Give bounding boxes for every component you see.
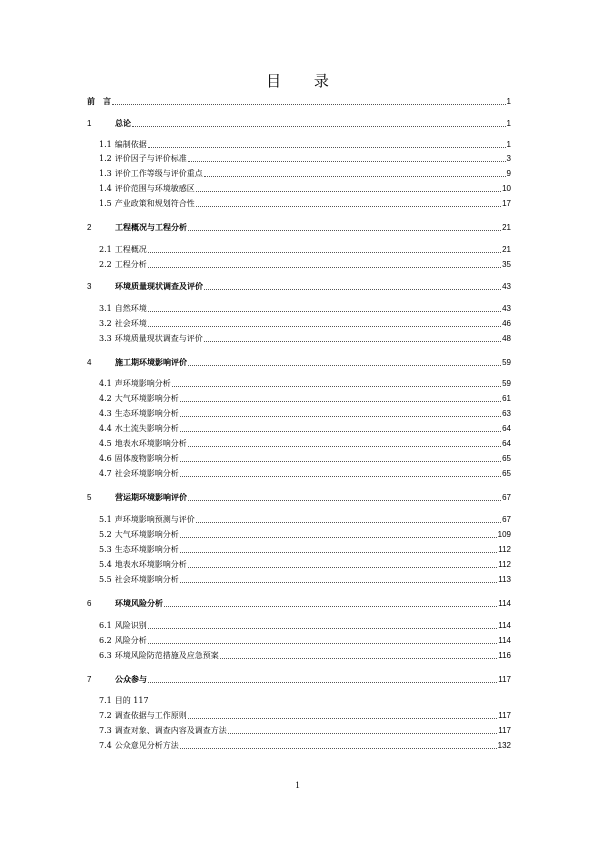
toc-entry[interactable] (99, 511, 511, 525)
toc-entry-title: 总论 (115, 119, 131, 128)
toc-entry-title: 固体废物影响分析 (114, 454, 179, 463)
toc-entry-number: 1.4 (99, 184, 112, 193)
toc-entry-title: 工程概况与工程分析 (115, 223, 187, 232)
toc-entry[interactable] (99, 375, 511, 389)
toc-entry-number: 5 (87, 493, 92, 502)
toc-entry-title: 地表水环境影响分析 (114, 439, 187, 448)
toc-entry[interactable] (99, 330, 511, 344)
dot-leader (196, 522, 501, 523)
toc-entry-page: 117 (498, 711, 511, 720)
toc-entry-page: 67 (502, 493, 511, 502)
toc-entry-number: 1.3 (99, 169, 112, 178)
toc-entry-number: 6.3 (99, 651, 112, 660)
toc-entry-page: 46 (502, 319, 511, 328)
toc-title: 目 录 (266, 72, 343, 90)
toc-entry-number: 3.3 (99, 334, 112, 343)
toc-entry-number: 2.2 (99, 260, 112, 269)
toc-entry-title: 前 言 (87, 97, 111, 106)
toc-entry-title: 环境质量现状调查及评价 (115, 282, 203, 291)
toc-entry[interactable] (99, 165, 511, 179)
toc-entry[interactable] (99, 707, 511, 721)
dot-leader (196, 191, 501, 192)
dot-leader (180, 582, 498, 583)
dot-leader (180, 431, 501, 432)
toc-entry-page: 65 (502, 469, 511, 478)
dot-leader (180, 537, 497, 538)
toc-entry-number: 1.1 (99, 140, 112, 149)
dot-leader (148, 311, 501, 312)
toc-entry[interactable] (99, 435, 511, 449)
toc-entry-number: 4.3 (99, 409, 112, 418)
toc-entry-title: 生态环境影响分析 (114, 545, 179, 554)
toc-entry[interactable] (99, 526, 511, 540)
toc-entry-page: 21 (502, 223, 511, 232)
toc-entry-page: 35 (502, 260, 511, 269)
toc-entry-number: 4.5 (99, 439, 112, 448)
toc-entry-number: 6.2 (99, 636, 112, 645)
toc-entry-title: 工程分析 (114, 260, 147, 269)
toc-entry-page: 109 (497, 530, 511, 539)
dot-leader (148, 252, 501, 253)
toc-entry[interactable] (99, 315, 511, 329)
toc-entry-page: 117 (498, 675, 511, 684)
toc-entry-title: 声环境影响分析 (114, 379, 171, 388)
toc-entry-number: 5.3 (99, 545, 112, 554)
dot-leader (220, 658, 498, 659)
toc-entry[interactable] (99, 450, 511, 464)
toc-entry[interactable] (99, 136, 511, 150)
toc-entry-page: 10 (502, 184, 511, 193)
toc-entry-title: 自然环境 (114, 304, 147, 313)
toc-entry-page: 1 (506, 119, 511, 128)
toc-entry-title: 大气环境影响分析 (114, 394, 179, 403)
dot-leader (180, 461, 501, 462)
toc-entry-title: 产业政策和规划符合性 (114, 199, 195, 208)
toc-entry-page: 67 (502, 515, 511, 524)
dot-leader (188, 230, 501, 231)
toc-entry-page: 9 (506, 169, 511, 178)
toc-entry-page: 113 (498, 575, 511, 584)
toc-entry-number: 6.1 (99, 621, 112, 630)
toc-entry-title: 公众意见分析方法 (114, 741, 179, 750)
toc-entry-title: 工程概况 (114, 245, 147, 254)
toc-entry-title: 生态环境影响分析 (114, 409, 179, 418)
dot-leader (188, 718, 498, 719)
toc-entry-number: 4.2 (99, 394, 112, 403)
toc-entry[interactable] (99, 692, 511, 706)
toc-entry[interactable] (99, 556, 511, 570)
dot-leader (180, 401, 501, 402)
toc-entry[interactable] (99, 541, 511, 555)
toc-entry[interactable] (87, 278, 511, 292)
toc-entry-page: 1 (506, 140, 511, 149)
dot-leader (148, 326, 501, 327)
dot-leader (148, 267, 501, 268)
dot-leader (132, 126, 506, 127)
toc-entry-number: 3.2 (99, 319, 112, 328)
toc-entry-title: 评价因子与评价标准 (114, 154, 187, 163)
dot-leader (188, 365, 501, 366)
toc-entry-title: 环境风险分析 (115, 599, 163, 608)
dot-leader (188, 500, 501, 501)
toc-entry-number: 1 (87, 119, 92, 128)
toc-entry-title: 水土流失影响分析 (114, 424, 179, 433)
toc-entry-title: 大气环境影响分析 (114, 530, 179, 539)
toc-entry-page: 114 (498, 599, 511, 608)
toc-entry[interactable] (87, 115, 511, 129)
toc-entry-title: 环境质量现状调查与评价 (114, 334, 203, 343)
toc-entry-number: 5.2 (99, 530, 112, 539)
dot-leader (180, 416, 501, 417)
toc-entry[interactable] (99, 256, 511, 270)
dot-leader (180, 748, 497, 749)
dot-leader (188, 446, 501, 447)
toc-entry-page: 3 (506, 154, 511, 163)
toc-entry[interactable] (87, 595, 511, 609)
dot-leader (180, 552, 498, 553)
toc-entry-page: 21 (502, 245, 511, 254)
toc-entry-number: 1.2 (99, 154, 112, 163)
dot-leader (228, 733, 498, 734)
toc-entry[interactable] (99, 737, 511, 751)
toc-entry-title: 环境风险防范措施及应急预案 (114, 651, 219, 660)
toc-entry[interactable] (87, 219, 511, 233)
dot-leader (148, 147, 506, 148)
toc-entry-title: 调查依据与工作原则 (114, 711, 187, 720)
dot-leader (204, 289, 501, 290)
toc-entry[interactable] (99, 420, 511, 434)
toc-entry-number: 4 (87, 358, 92, 367)
toc-entry-number: 5.1 (99, 515, 112, 524)
toc-entry[interactable] (99, 180, 511, 194)
dot-leader (148, 643, 498, 644)
toc-entry-title: 评价工作等级与评价重点 (114, 169, 203, 178)
toc-entry-page: 59 (502, 358, 511, 367)
toc-entry-page: 63 (502, 409, 511, 418)
dot-leader (172, 386, 501, 387)
toc-entry-number: 5.4 (99, 560, 112, 569)
toc-entry-page: 43 (502, 282, 511, 291)
toc-entry-title: 评价范围与环境敏感区 (114, 184, 195, 193)
toc-entry-number: 6 (87, 599, 92, 608)
toc-entry-page: 64 (502, 439, 511, 448)
toc-entry-page: 59 (502, 379, 511, 388)
toc-entry[interactable] (99, 150, 511, 164)
toc-entry[interactable] (99, 617, 511, 631)
dot-leader (204, 176, 506, 177)
toc-entry-number: 4.1 (99, 379, 112, 388)
toc-entry-title: 社会环境影响分析 (114, 469, 179, 478)
toc-entry-page: 116 (498, 651, 511, 660)
toc-entry-number: 7.4 (99, 741, 112, 750)
toc-entry-number: 2.1 (99, 245, 112, 254)
toc-entry-page: 1 (506, 97, 511, 106)
toc-entry-title: 目的 117 (114, 696, 149, 705)
toc-entry-title: 营运期环境影响评价 (115, 493, 187, 502)
dot-leader (148, 682, 497, 683)
toc-entry-number: 3.1 (99, 304, 112, 313)
toc-entry[interactable] (87, 93, 511, 107)
toc-entry-title: 风险识别 (114, 621, 147, 630)
toc-entry[interactable] (99, 405, 511, 419)
toc-entry[interactable] (87, 671, 511, 685)
dot-leader (204, 341, 501, 342)
toc-entry-page: 112 (498, 545, 511, 554)
toc-entry[interactable] (99, 722, 511, 736)
toc-entry-page: 61 (502, 394, 511, 403)
toc-entry-title: 地表水环境影响分析 (114, 560, 187, 569)
toc-entry-title: 风险分析 (114, 636, 147, 645)
toc-entry[interactable] (99, 195, 511, 209)
toc-entry[interactable] (87, 354, 511, 368)
toc-entry-number: 4.6 (99, 454, 112, 463)
toc-entry-number: 5.5 (99, 575, 112, 584)
dot-leader (148, 628, 498, 629)
toc-entry[interactable] (87, 489, 511, 503)
toc-entry-page: 114 (498, 636, 511, 645)
toc-entry-number: 7 (87, 675, 92, 684)
toc-entry[interactable] (99, 390, 511, 404)
toc-entry-title: 社会环境影响分析 (114, 575, 179, 584)
toc-entry-title: 声环境影响预测与评价 (114, 515, 195, 524)
toc-entry[interactable] (99, 571, 511, 585)
toc-entry-page: 114 (498, 621, 511, 630)
toc-entry-number: 7.2 (99, 711, 112, 720)
toc-entry[interactable] (99, 300, 511, 314)
toc-entry-title: 调查对象、调查内容及调查方法 (114, 726, 227, 735)
toc-entry-title: 施工期环境影响评价 (115, 358, 187, 367)
toc-entry-page: 65 (502, 454, 511, 463)
dot-leader (188, 567, 498, 568)
toc-entry-title: 编制依据 (114, 140, 147, 149)
toc-entry[interactable] (99, 632, 511, 646)
toc-entry-page: 64 (502, 424, 511, 433)
toc-entry[interactable] (99, 465, 511, 479)
toc-entry-page: 17 (502, 199, 511, 208)
toc-entry-number: 3 (87, 282, 92, 291)
toc-entry-page: 117 (498, 726, 511, 735)
toc-entry-number: 4.7 (99, 469, 112, 478)
dot-leader (180, 476, 501, 477)
dot-leader (196, 206, 501, 207)
dot-leader (164, 606, 497, 607)
dot-leader (188, 161, 506, 162)
toc-entry-title: 社会环境 (114, 319, 147, 328)
toc-entry-page: 132 (497, 741, 511, 750)
toc-entry[interactable] (99, 647, 511, 661)
toc-entry-number: 7.3 (99, 726, 112, 735)
toc-entry[interactable] (99, 241, 511, 255)
toc-entry-number: 7.1 (99, 696, 112, 705)
toc-entry-number: 1.5 (99, 199, 112, 208)
page-number: 1 (295, 780, 300, 790)
toc-entry-page: 112 (498, 560, 511, 569)
toc-entry-number: 2 (87, 223, 92, 232)
toc-entry-page: 48 (502, 334, 511, 343)
toc-entry-title: 公众参与 (115, 675, 147, 684)
toc-entry-page: 43 (502, 304, 511, 313)
toc-entry-number: 4.4 (99, 424, 112, 433)
dot-leader (112, 104, 506, 105)
